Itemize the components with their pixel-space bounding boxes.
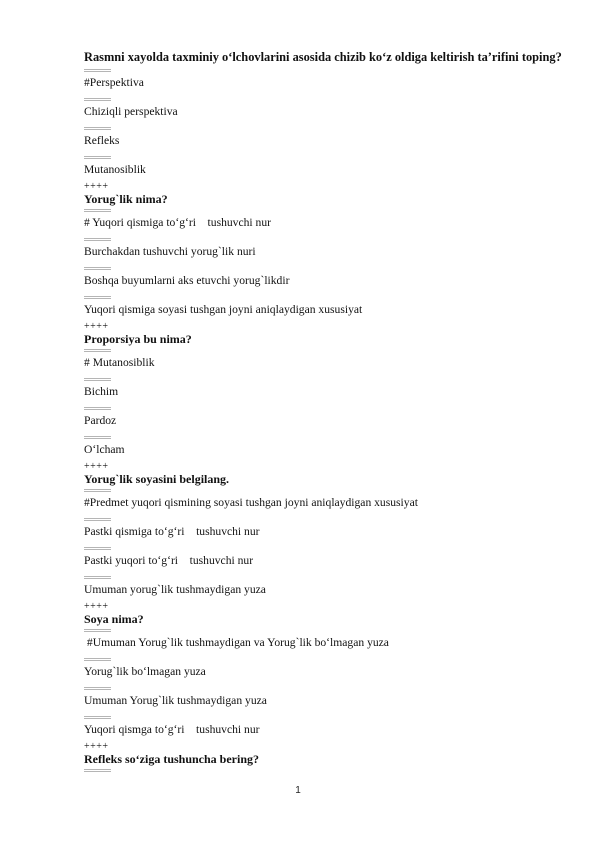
- question-text: Proporsiya bu nima?: [84, 332, 192, 346]
- option: #Predmet yuqori qismining soyasi tushgan joyni aniqlaydigan xususiyat: [84, 496, 418, 509]
- separator: [84, 346, 574, 356]
- separator: [84, 766, 574, 776]
- option: #Perspektiva: [84, 76, 144, 89]
- option: Burchakdan tushuvchi yorug`lik nuri: [84, 245, 256, 258]
- first-question: Rasmni xayolda taxminiy o‘lchovlarini asosida chizib ko‘z oldiga keltirish ta’rifini toping?: [84, 50, 562, 64]
- separator: [84, 486, 574, 496]
- option: Pardoz: [84, 414, 117, 427]
- separator: [84, 433, 574, 443]
- plus-separator: ++++: [84, 461, 109, 472]
- separator: [84, 655, 574, 665]
- plus-separator: ++++: [84, 601, 109, 612]
- option: Refleks: [84, 134, 120, 147]
- option: Yuqori qismga to‘g‘ri tushuvchi nur: [84, 723, 260, 736]
- option: #Umuman Yorug`lik tushmaydigan va Yorug`lik bo‘lmagan yuza: [84, 636, 389, 649]
- page-number: 1: [295, 785, 301, 796]
- separator: [84, 66, 574, 76]
- separator: [84, 124, 574, 134]
- plus-separator: ++++: [84, 741, 109, 752]
- separator: [84, 713, 574, 723]
- separator: [84, 264, 574, 274]
- option: Pastki yuqori to‘g‘ri tushuvchi nur: [84, 554, 254, 567]
- plus-separator: ++++: [84, 321, 109, 332]
- separator: [84, 153, 574, 163]
- option: Chiziqli perspektiva: [84, 105, 178, 118]
- option: Bichim: [84, 385, 119, 398]
- separator: [84, 515, 574, 525]
- question-block-1: [84, 182, 574, 322]
- question-block-3: [84, 462, 574, 602]
- first-question-options: [84, 66, 574, 182]
- separator: [84, 375, 574, 385]
- option: Pastki qismiga to‘g‘ri tushuvchi nur: [84, 525, 260, 538]
- separator: [84, 626, 574, 636]
- separator: [84, 235, 574, 245]
- option: Boshqa buyumlarni aks etuvchi yorug`likdir: [84, 274, 290, 287]
- separator: [84, 573, 574, 583]
- test-content: [84, 50, 574, 776]
- separator: [84, 95, 574, 105]
- question-text: Soya nima?: [84, 612, 144, 626]
- separator: [84, 544, 574, 554]
- option: Mutanosiblik: [84, 163, 146, 176]
- option: Umuman Yorug`lik tushmaydigan yuza: [84, 694, 267, 707]
- question-text: Yorug`lik nima?: [84, 192, 168, 206]
- separator: [84, 293, 574, 303]
- option: Yorug`lik bo‘lmagan yuza: [84, 665, 206, 678]
- option: # Yuqori qismiga to‘g‘ri tushuvchi nur: [84, 216, 271, 229]
- question-block-2: [84, 322, 574, 462]
- option: # Mutanosiblik: [84, 356, 155, 369]
- question-block-4: [84, 602, 574, 742]
- separator: [84, 404, 574, 414]
- plus-separator: ++++: [84, 181, 109, 192]
- question-text: Refleks so‘ziga tushuncha bering?: [84, 752, 260, 766]
- question-text: Yorug`lik soyasini belgilang.: [84, 472, 230, 486]
- option: Yuqori qismiga soyasi tushgan joyni aniqlaydigan xususiyat: [84, 303, 363, 316]
- question-block-5: [84, 742, 574, 776]
- separator: [84, 206, 574, 216]
- separator: [84, 684, 574, 694]
- option: Umuman yorug`lik tushmaydigan yuza: [84, 583, 266, 596]
- option: O‘lcham: [84, 443, 125, 456]
